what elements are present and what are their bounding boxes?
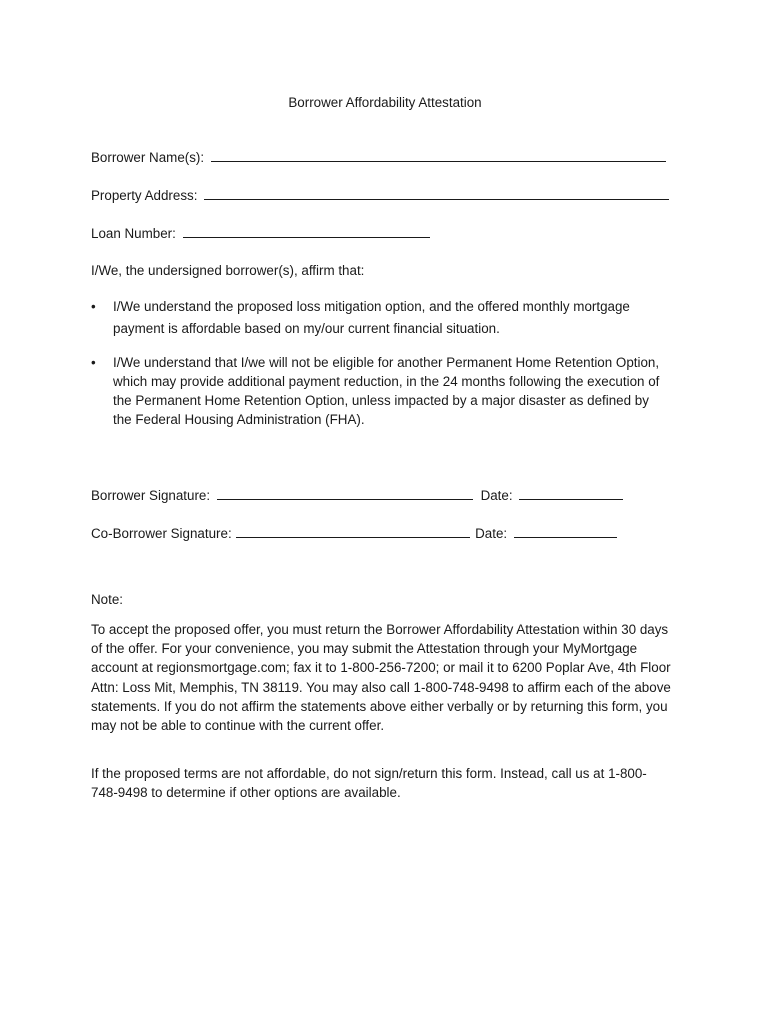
co-borrower-date-label: Date: bbox=[475, 526, 508, 541]
co-borrower-signature-label: Co-Borrower Signature: bbox=[91, 526, 232, 541]
borrower-date-blank-line[interactable] bbox=[519, 487, 623, 500]
co-borrower-signature-row bbox=[91, 525, 617, 541]
borrower-names-row bbox=[91, 149, 666, 165]
co-borrower-signature-blank-line[interactable] bbox=[236, 525, 470, 538]
borrower-signature-blank-line[interactable] bbox=[217, 487, 473, 500]
loan-number-blank-line[interactable] bbox=[183, 225, 430, 238]
borrower-signature-row bbox=[91, 487, 623, 503]
property-address-blank-line[interactable] bbox=[204, 187, 669, 200]
affirmation-item-2: • I/We understand that I/we will not be eligible for another Permanent Home Retention Option, which may provide additional payment reduction, in the 24 months following the execution of the Permanent Home Retention Option, unless impacted by a major disaster as defined by the Federal Housing Administration (FHA). bbox=[91, 353, 671, 429]
borrower-names-label: Borrower Name(s): bbox=[91, 150, 205, 165]
borrower-names-blank-line[interactable] bbox=[211, 149, 666, 162]
loan-number-label: Loan Number: bbox=[91, 226, 176, 241]
note-paragraph-1: To accept the proposed offer, you must return the Borrower Affordability Attestation within 30 days of the offer. For your convenience, you may submit the Attestation through your MyMortgage account at regionsmortgage.com; fax it to 1-800-256-7200; or mail it to 6200 Poplar Ave, 4th Floor Attn: Loss Mit, Memphis, TN 38119. You may also call 1-800-748-9498 to affirm each of the above statements. If you do not affirm the statements above either verbally or by returning this form, you may not be able to continue with the current offer. bbox=[91, 622, 671, 734]
document-title: Borrower Affordability Attestation bbox=[288, 95, 482, 110]
co-borrower-date-blank-line[interactable] bbox=[514, 525, 617, 538]
loan-number-row bbox=[91, 225, 430, 241]
note-paragraph-2: If the proposed terms are not affordable, do not sign/return this form. Instead, call us at 1-800-748-9498 to determine if other options are available. bbox=[91, 766, 647, 801]
borrower-date-label: Date: bbox=[480, 488, 513, 503]
affirmation-list bbox=[91, 296, 671, 429]
property-address-label: Property Address: bbox=[91, 188, 198, 203]
note-heading: Note: bbox=[91, 592, 124, 607]
property-address-row bbox=[91, 187, 669, 203]
affirm-intro: I/We, the undersigned borrower(s), affirm that: bbox=[91, 263, 365, 278]
affirmation-item-1: • I/We understand the proposed loss mitigation option, and the offered monthly mortgage payment is affordable based on my/our current financial situation. bbox=[91, 296, 671, 340]
borrower-signature-label: Borrower Signature: bbox=[91, 488, 211, 503]
